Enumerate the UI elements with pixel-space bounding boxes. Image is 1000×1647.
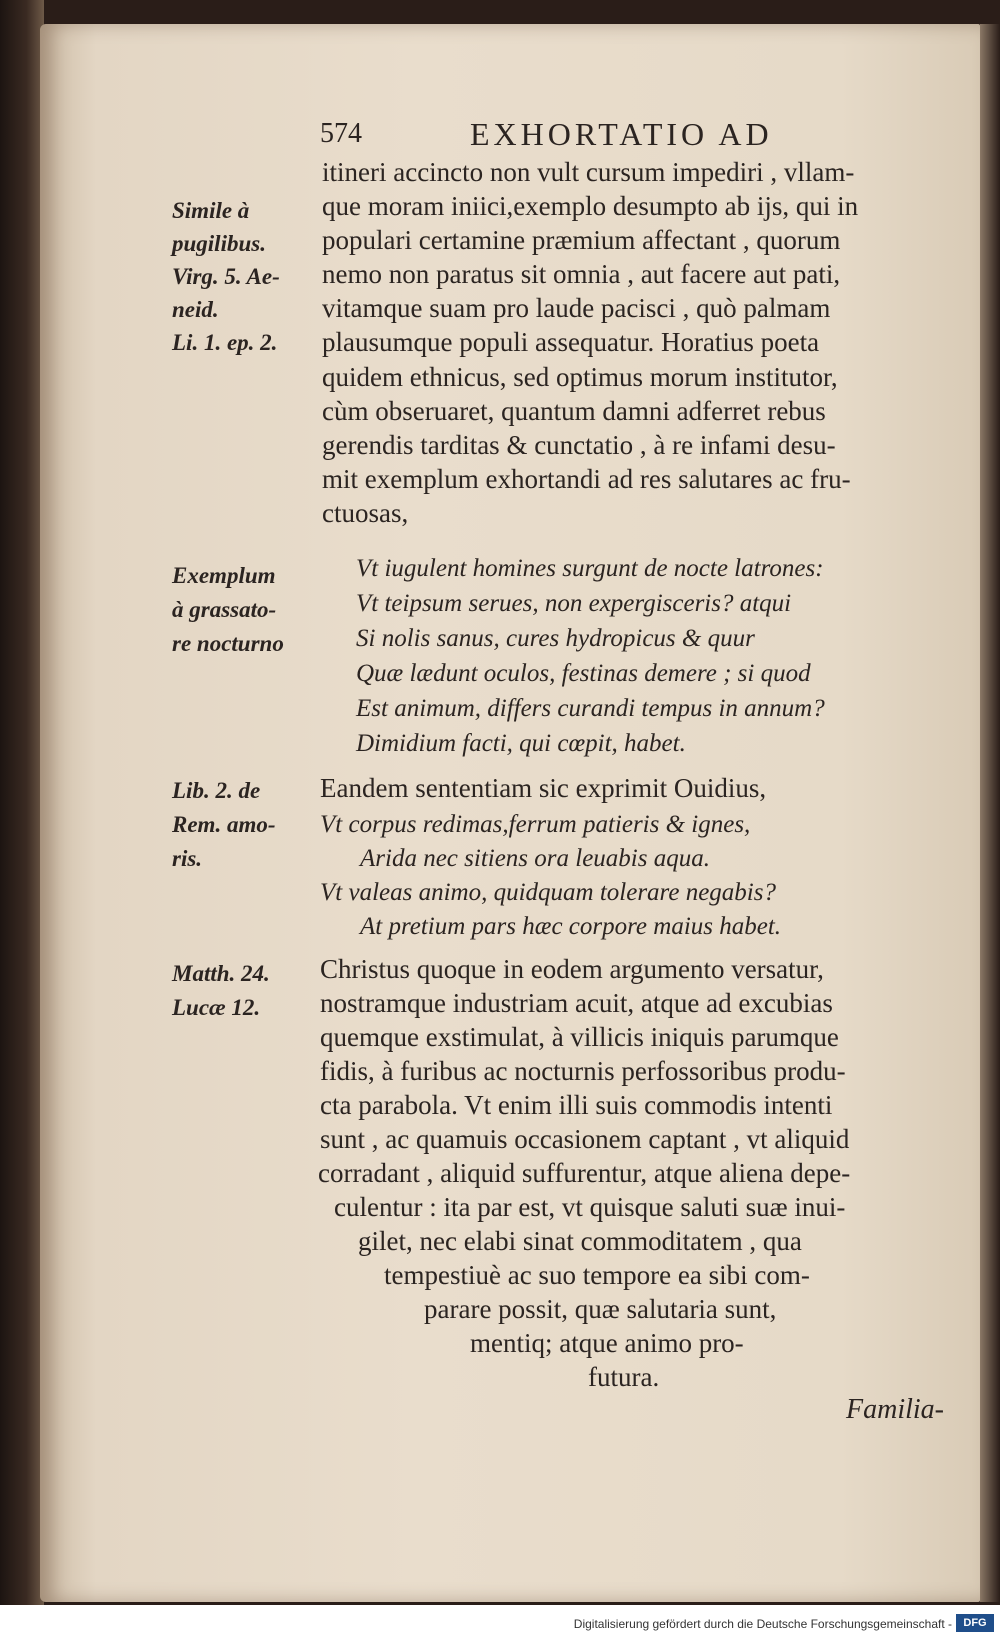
text-line: cùm obseruaret, quantum damni adferret rebus	[322, 396, 826, 426]
text-line: nemo non paratus sit omnia , aut facere aut pati,	[322, 259, 841, 289]
text-line: que moram iniici,exemplo desumpto ab ijs, qui in	[322, 191, 859, 221]
margin-note: Exemplum	[172, 563, 276, 588]
margin-note: pugilibus.	[172, 231, 266, 256]
text-line: corradant , aliquid suffurentur, atque aliena depe-	[318, 1158, 851, 1188]
margin-note: Virg. 5. Ae-	[172, 264, 280, 289]
verse-line: At pretium pars hæc corpore maius habet.	[360, 913, 782, 940]
verse-line: Est animum, differs curandi tempus in annum?	[356, 695, 825, 722]
text-line: gilet, nec elabi sinat commoditatem , qua	[358, 1226, 802, 1256]
margin-note: re nocturno	[172, 631, 284, 656]
verse-line: Si nolis sanus, cures hydropicus & quur	[356, 625, 755, 652]
margin-note: Rem. amo-	[172, 812, 276, 837]
running-header	[320, 118, 840, 158]
margin-note: Li. 1. ep. 2.	[172, 330, 278, 355]
page-edge-shadow	[980, 24, 1000, 1602]
margin-note: Lucæ 12.	[172, 995, 261, 1020]
catchword: Familia-	[846, 1394, 944, 1425]
verse-line: Dimidium facti, qui cœpit, habet.	[356, 730, 686, 757]
text-line: plausumque populi assequatur. Horatius poeta	[322, 327, 820, 357]
footer-credit: Digitalisierung gefördert durch die Deutsche Forschungsgemeinschaft -	[573, 1617, 952, 1631]
verse-line: Vt teipsum serues, non expergisceris? atqui	[356, 590, 792, 617]
text-line: sunt , ac quamuis occasionem captant , vt aliquid	[320, 1124, 850, 1154]
margin-note: Matth. 24.	[172, 961, 270, 986]
text-line: vitamque suam pro laude pacisci , quò palmam	[322, 293, 831, 323]
margin-note: ris.	[172, 846, 203, 871]
text-line: mentiq; atque animo pro-	[470, 1328, 744, 1358]
verse-line: Arida nec sitiens ora leuabis aqua.	[360, 845, 710, 872]
text-line: populari certamine præmium affectant , quorum	[322, 225, 841, 255]
text-line: cta parabola. Vt enim illi suis commodis intenti	[320, 1090, 833, 1120]
verse-line: Vt corpus redimas,ferrum patieris & ignes,	[320, 811, 751, 838]
book-spine	[0, 0, 44, 1605]
footer-bar	[0, 1605, 1000, 1647]
text-line: nostramque industriam acuit, atque ad excubias	[320, 988, 833, 1018]
verse-line: Quæ lædunt oculos, festinas demere ; si quod	[356, 660, 811, 687]
text-line: futura.	[588, 1362, 660, 1392]
margin-note: neid.	[172, 297, 219, 322]
text-line: tempestiuè ac suo tempore ea sibi com-	[384, 1260, 810, 1290]
verse-line: Vt iugulent homines surgunt de nocte latrones:	[356, 555, 824, 582]
text-line: mit exemplum exhortandi ad res salutares ac fru-	[322, 464, 851, 494]
dfg-logo[interactable]: DFG	[956, 1614, 994, 1632]
text-line: culentur : ita par est, vt quisque saluti suæ inui-	[334, 1192, 846, 1222]
margin-note: Simile à	[172, 198, 250, 223]
running-head: EXHORTATIO AD	[470, 116, 773, 152]
margin-note: à grassato-	[172, 597, 277, 622]
text-line: Christus quoque in eodem argumento versatur,	[320, 954, 824, 984]
margin-note: Lib. 2. de	[172, 778, 261, 803]
verse-line: Vt valeas animo, quidquam tolerare negabis?	[320, 879, 776, 906]
text-line: quemque exstimulat, à villicis iniquis parumque	[320, 1022, 839, 1052]
text-line: Eandem sententiam sic exprimit Ouidius,	[320, 773, 767, 803]
text-line: ctuosas,	[322, 498, 409, 528]
text-line: itineri accincto non vult cursum impediri , vllam-	[322, 157, 855, 187]
text-line: parare possit, quæ salutaria sunt,	[424, 1294, 777, 1324]
text-line: quidem ethnicus, sed optimus morum institutor,	[322, 362, 838, 392]
page-number: 574	[320, 118, 362, 149]
text-line: fidis, à furibus ac nocturnis perfossoribus produ-	[320, 1056, 846, 1086]
text-line: gerendis tarditas & cunctatio , à re infami desu-	[322, 430, 836, 460]
